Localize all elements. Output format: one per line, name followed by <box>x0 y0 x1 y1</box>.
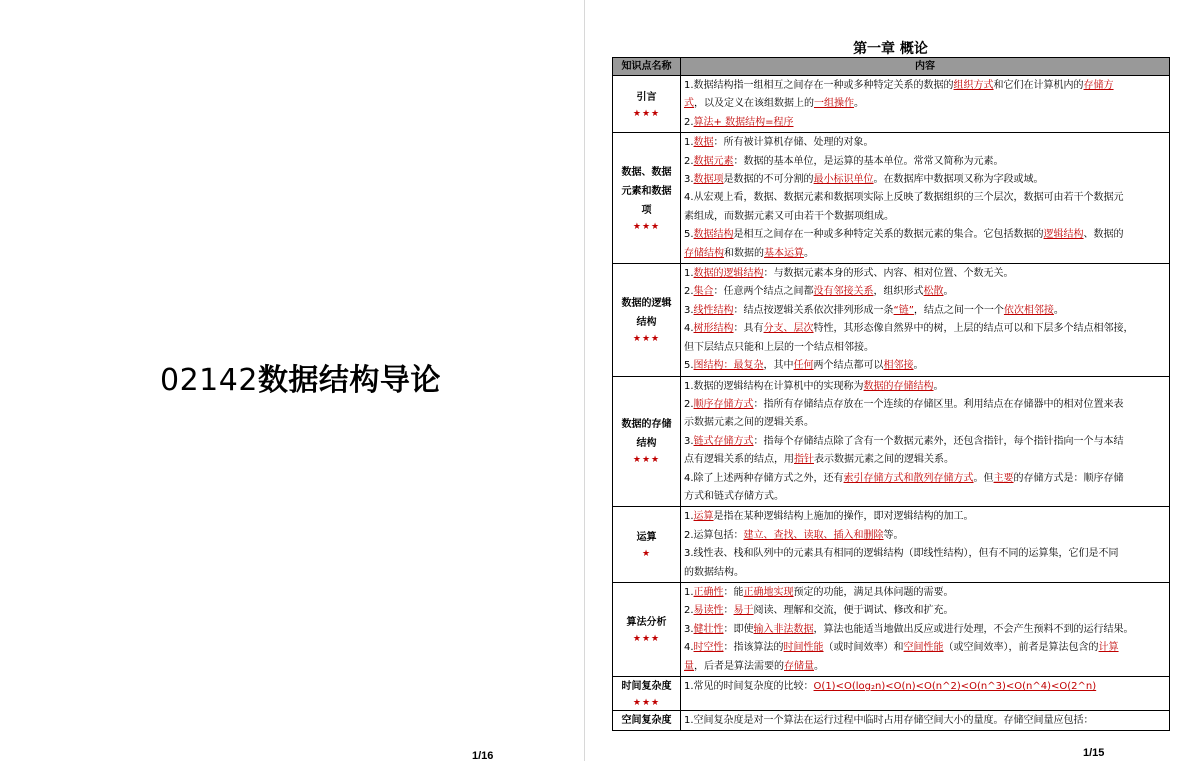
key-term: 松散 <box>923 286 944 298</box>
content-line <box>684 265 1166 283</box>
content-text: 等。 <box>883 529 904 541</box>
importance-stars: ★★★ <box>632 455 661 466</box>
key-term: 正确性 <box>693 586 724 598</box>
content-text: 是数据的不可分割的 <box>723 174 814 186</box>
content-cell <box>681 376 1170 507</box>
key-term: 集合 <box>693 286 714 298</box>
table-row <box>613 133 1170 264</box>
content-line <box>684 208 1166 226</box>
content-text: 3.线性表、栈和队列中的元素具有相同的逻辑结构（即线性结构），但有不同的运算集，它们是不同 <box>684 548 1119 560</box>
content-text: ，结点之间一个一个 <box>913 304 1004 316</box>
topic-cell <box>613 677 681 711</box>
content-line <box>684 451 1166 469</box>
content-text: ：所有被计算机存储、处理的对象。 <box>713 137 874 149</box>
key-term: 健壮性 <box>693 623 724 635</box>
content-text: ：指所有存储结点存放在一个连续的存储区里。利用结点在存储器中的相对位置来表 <box>753 398 1124 410</box>
content-cell <box>681 507 1170 583</box>
content-text: 。 <box>933 380 944 392</box>
importance-stars: ★ <box>641 549 652 560</box>
right-page-number: 1/15 <box>1083 747 1105 759</box>
content-cell <box>681 133 1170 264</box>
key-term: 树形结构 <box>693 323 734 335</box>
table-row <box>613 711 1170 731</box>
key-term: 易读性 <box>693 605 724 617</box>
key-term: 存储方 <box>1083 80 1114 91</box>
content-text: 2. <box>684 116 694 128</box>
content-text: 和数据的 <box>724 247 764 259</box>
content-line <box>684 226 1166 244</box>
content-text: ：数据的基本单位，是运算的基本单位。常常又简称为元素。 <box>733 155 1004 167</box>
content-line <box>684 414 1166 432</box>
content-text: 3. <box>684 435 694 447</box>
key-term: 数据的逻辑结构 <box>693 268 764 280</box>
content-text: 4. <box>684 642 694 654</box>
content-text: ：即使 <box>723 623 754 635</box>
content-text: 2. <box>684 155 694 167</box>
content-line <box>684 245 1166 263</box>
content-line <box>684 114 1166 132</box>
key-term: 计算 <box>1098 642 1119 654</box>
key-term: 逻辑结构 <box>1043 229 1084 241</box>
content-line <box>684 488 1166 506</box>
content-text: ：具有 <box>733 323 764 335</box>
content-text: 。 <box>943 286 954 298</box>
content-line <box>684 621 1166 639</box>
content-line <box>684 396 1166 414</box>
content-text: 的存储方式是：顺序存储 <box>1013 472 1124 484</box>
content-text: 1. <box>684 511 694 523</box>
content-text: 示数据元素之间的逻辑关系。 <box>684 417 814 429</box>
content-text: 1. <box>684 137 694 149</box>
table-row <box>613 507 1170 583</box>
importance-stars: ★★★ <box>632 633 661 644</box>
content-line <box>684 433 1166 451</box>
topic-name: 元素和数据 <box>621 185 672 197</box>
content-line <box>684 378 1166 396</box>
content-line <box>684 357 1166 375</box>
content-text: 3. <box>684 174 694 186</box>
key-term: 线性结构 <box>693 304 734 316</box>
key-term: 易于 <box>733 605 754 617</box>
content-line <box>684 302 1166 320</box>
topic-name: 空间复杂度 <box>621 715 672 727</box>
topic-cell <box>613 376 681 507</box>
topic-cell <box>613 264 681 376</box>
content-line <box>684 153 1166 171</box>
content-text: ： <box>723 605 734 617</box>
content-text: （或空间效率），前者是算法包含的 <box>943 642 1099 654</box>
content-cell <box>681 677 1170 711</box>
key-term: 数据元素 <box>693 155 734 167</box>
content-text: 方式和链式存储方式。 <box>684 490 784 502</box>
key-term: 数据 <box>693 137 714 149</box>
content-line <box>684 639 1166 657</box>
key-term: 索引存储方式和散列存储方式 <box>843 472 974 484</box>
content-text: ：指每个存储结点除了含有一个数据元素外，还包含指针，每个指针指向一个与本结 <box>753 435 1124 447</box>
key-term: 空间性能 <box>903 642 944 654</box>
topic-name: 数据的逻辑 <box>621 297 672 309</box>
key-term: 指针 <box>794 454 814 466</box>
content-text: 5. <box>684 360 694 372</box>
key-term: “链” <box>893 304 914 316</box>
key-term: 主要 <box>993 472 1014 484</box>
content-line <box>684 95 1166 113</box>
key-term: 建立、查找、读取、插入和删除 <box>743 529 884 541</box>
key-term: O(1)<O(log₂n)<O(n)<O(n^2)<O(n^3)<O(n^4)<O(2^n) <box>813 681 1097 692</box>
content-line <box>684 339 1166 357</box>
key-term: 依次相邻接 <box>1003 304 1054 316</box>
content-text: 、数据的 <box>1083 229 1124 241</box>
content-text: ，后者是算法需要的 <box>694 660 784 672</box>
table-row <box>613 376 1170 507</box>
key-term: 相邻接 <box>883 360 914 372</box>
content-text: ：指该算法的 <box>723 642 784 654</box>
importance-stars: ★★★ <box>632 698 661 708</box>
content-cell <box>681 711 1170 731</box>
key-term: 分支、层次 <box>763 323 814 335</box>
content-text: 3. <box>684 623 694 635</box>
content-line <box>684 470 1166 488</box>
content-text: ，其中 <box>763 360 794 372</box>
topic-cell <box>613 711 681 731</box>
left-page <box>0 0 584 761</box>
content-text: 素组成，而数据元素又可由若干个数据项组成。 <box>684 210 894 222</box>
topic-cell <box>613 133 681 264</box>
content-text: ：能 <box>723 586 744 598</box>
key-term: 没有邻接关系 <box>813 286 874 298</box>
content-text: 是相互之间存在一种或多种特定关系的数据元素的集合。它包括数据的 <box>733 229 1044 241</box>
content-text: 。 <box>814 660 824 672</box>
content-text: 。 <box>913 360 924 372</box>
course-code: 02142 <box>160 363 258 398</box>
content-text: 预定的功能，满足具体问题的需要。 <box>793 586 954 598</box>
content-line <box>684 283 1166 301</box>
topic-name: 引言 <box>636 91 657 103</box>
content-text: 1.空间复杂度是对一个算法在运行过程中临时占用存储空间大小的量度。存储空间量应包括： <box>684 715 1094 726</box>
content-text: 特性，其形态像自然界中的树，上层的结点可以和下层多个结点相邻接， <box>813 323 1134 335</box>
key-term: 量 <box>684 660 694 672</box>
content-text: 表示数据元素之间的逻辑关系。 <box>814 454 954 466</box>
content-text: 。但 <box>973 472 994 484</box>
content-text: 4.从宏观上看，数据、数据元素和数据项实际上反映了数据组织的三个层次，数据可由若干个数据元 <box>684 192 1124 204</box>
content-text: 4.除了上述两种存储方式之外，还有 <box>684 472 844 484</box>
content-cell <box>681 76 1170 133</box>
content-text: ：任意两个结点之间都 <box>713 286 814 298</box>
content-line <box>684 189 1166 207</box>
key-term: 组织方式 <box>953 80 994 91</box>
content-line <box>684 712 1166 730</box>
key-term: 数据项 <box>693 174 724 186</box>
content-cell <box>681 264 1170 376</box>
content-text: 1.数据结构指一组相互之间存在一种或多种特定关系的数据的 <box>684 80 954 91</box>
content-text: 点有逻辑关系的结点，用 <box>684 454 794 466</box>
content-text: 。 <box>1053 304 1064 316</box>
course-name: 数据结构导论 <box>257 363 441 398</box>
content-text: 3. <box>684 304 694 316</box>
content-text: 5. <box>684 229 694 241</box>
content-line <box>684 77 1166 95</box>
topic-cell <box>613 582 681 676</box>
table-row <box>613 76 1170 133</box>
content-line <box>684 564 1166 582</box>
document-title <box>160 355 441 399</box>
content-text: 2. <box>684 398 694 410</box>
content-text: ，算法也能适当地做出反应或进行处理，不会产生预料不到的运行结果。 <box>813 623 1134 635</box>
key-term: 存储量 <box>784 660 814 672</box>
content-text: 2.运算包括： <box>684 529 744 541</box>
importance-stars: ★★★ <box>632 108 661 119</box>
content-line <box>684 171 1166 189</box>
table-row <box>613 264 1170 376</box>
topic-name: 数据的存储 <box>621 419 672 431</box>
key-term: 式 <box>684 98 694 110</box>
content-text: 但下层结点只能和上层的一个结点相邻接。 <box>684 341 874 353</box>
key-term: 图结构：最复杂 <box>693 360 764 372</box>
left-page-number: 1/16 <box>472 750 494 761</box>
content-text: 的数据结构。 <box>684 566 744 578</box>
topic-name: 运算 <box>636 532 657 544</box>
topic-cell <box>613 76 681 133</box>
topic-cell <box>613 507 681 583</box>
key-term: 时间性能 <box>783 642 824 654</box>
key-term: 数据结构 <box>693 229 734 241</box>
content-line <box>684 678 1166 696</box>
content-line <box>684 602 1166 620</box>
chapter-title: 第一章 概论 <box>853 41 928 57</box>
key-term: 数据的存储结构 <box>863 380 934 392</box>
content-cell <box>681 582 1170 676</box>
content-text: 2. <box>684 286 694 298</box>
importance-stars: ★★★ <box>632 221 661 232</box>
topic-name: 结构 <box>636 438 657 450</box>
topic-name: 时间复杂度 <box>621 681 672 692</box>
topic-name: 结构 <box>636 316 657 328</box>
content-text: 。 <box>804 247 814 259</box>
importance-stars: ★★★ <box>632 333 661 344</box>
content-text: ，组织形式 <box>873 286 924 298</box>
content-text: ：与数据元素本身的形式、内容、相对位置、个数无关。 <box>763 268 1014 280</box>
content-text: 1. <box>684 586 694 598</box>
content-text: ：结点按逻辑关系依次排列形成一条 <box>733 304 894 316</box>
header-topic: 知识点名称 <box>613 58 681 76</box>
content-text: ，以及定义在该组数据上的 <box>694 98 814 110</box>
content-text: 是指在某种逻辑结构上施加的操作，即对逻辑结构的加工。 <box>713 511 974 523</box>
topic-name: 项 <box>641 204 652 216</box>
topic-name: 数据、数据 <box>621 166 672 178</box>
content-text: 。在数据库中数据项又称为字段或域。 <box>873 174 1044 186</box>
content-line <box>684 658 1166 676</box>
content-line <box>684 134 1166 152</box>
key-term: 运算 <box>693 511 714 523</box>
content-text: 1. <box>684 268 694 280</box>
key-term: 时空性 <box>693 642 724 654</box>
content-text: （或时间效率）和 <box>823 642 904 654</box>
content-line <box>684 320 1166 338</box>
content-line <box>684 545 1166 563</box>
content-text: 1.常见的时间复杂度的比较： <box>684 681 814 692</box>
content-text: 和它们在计算机内的 <box>993 80 1084 91</box>
key-term: 算法+ 数据结构=程序 <box>693 116 794 128</box>
key-term: 最小标识单位 <box>813 174 874 186</box>
key-term: 顺序存储方式 <box>693 398 754 410</box>
table-row <box>613 677 1170 711</box>
content-line <box>684 527 1166 545</box>
content-text: 4. <box>684 323 694 335</box>
topic-name: 算法分析 <box>626 616 667 628</box>
content-line <box>684 508 1166 526</box>
header-content: 内容 <box>681 58 1170 76</box>
key-term: 输入非法数据 <box>753 623 814 635</box>
key-term: 链式存储方式 <box>693 435 754 447</box>
content-text: 2. <box>684 605 694 617</box>
table-row <box>613 582 1170 676</box>
content-text: 1.数据的逻辑结构在计算机中的实现称为 <box>684 380 864 392</box>
content-line <box>684 584 1166 602</box>
key-term: 基本运算 <box>764 247 804 259</box>
content-text: 阅读、理解和交流，便于调试、修改和扩充。 <box>753 605 954 617</box>
table-header-row <box>613 58 1170 76</box>
key-term: 一组操作 <box>814 98 854 110</box>
key-term: 任何 <box>793 360 814 372</box>
key-term: 存储结构 <box>684 247 724 259</box>
key-term: 正确地实现 <box>743 586 794 598</box>
content-text: 。 <box>854 98 864 110</box>
content-text: 两个结点都可以 <box>813 360 884 372</box>
knowledge-table <box>612 57 1170 731</box>
